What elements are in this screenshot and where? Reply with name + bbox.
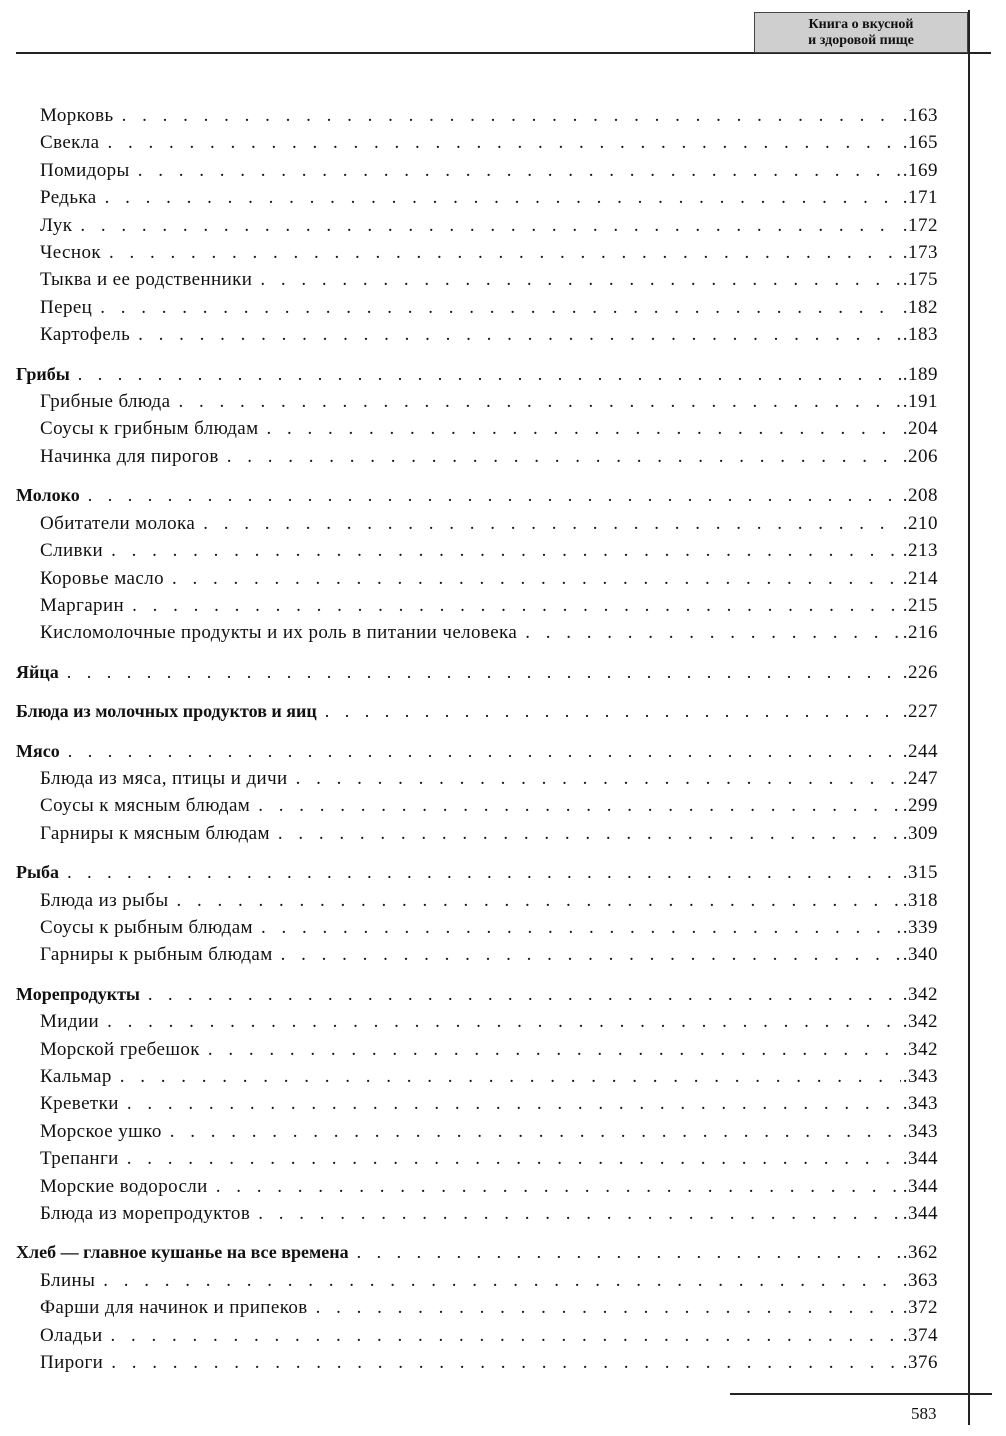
toc-section (16, 482, 938, 509)
toc-entry-title: Перец (40, 296, 93, 318)
toc-entry-title: Маргарин (40, 594, 125, 616)
toc-entry-title: Кальмар (40, 1066, 112, 1087)
toc-entry (16, 388, 938, 415)
dot-leader (67, 659, 901, 686)
toc-section (16, 1239, 938, 1266)
dot-leader (78, 361, 901, 388)
toc-entry-title: Грибные блюда (40, 391, 171, 413)
toc-section (16, 659, 938, 686)
toc-entry (16, 1090, 938, 1117)
toc-entry-page: .214 (902, 567, 938, 589)
dot-leader (111, 1349, 900, 1376)
toc-entry (16, 765, 938, 792)
toc-entry-title: Тыква и ее родственники (40, 269, 253, 291)
toc-entry-page: .172 (902, 214, 938, 236)
toc-entry-title: Фарши для начинок и припеков (40, 1297, 308, 1319)
dot-leader (170, 1118, 901, 1145)
toc-entry (16, 619, 938, 646)
dot-leader (278, 820, 901, 847)
toc-entry-page: .344 (902, 1175, 938, 1197)
toc-entry-page: .376 (902, 1352, 938, 1374)
toc-section (16, 981, 938, 1008)
dot-leader (88, 482, 901, 509)
dot-leader (138, 321, 901, 348)
toc-entry-title: Соусы к грибным блюдам (40, 418, 259, 440)
toc-entry-title: Кисломолочные продукты и их роль в питании человека (40, 622, 518, 644)
toc-entry (16, 820, 938, 847)
toc-entry-title: Соусы к рыбным блюдам (40, 916, 253, 938)
toc-entry-title: Гарниры к рыбным блюдам (40, 944, 273, 966)
table-of-contents (16, 102, 938, 1376)
dot-leader (325, 698, 901, 725)
dot-leader (267, 415, 901, 442)
toc-entry-page: .362 (902, 1242, 938, 1264)
toc-entry-page: .318 (902, 889, 938, 911)
toc-entry-page: .204 (902, 418, 938, 440)
dot-leader (68, 738, 901, 765)
toc-entry (16, 212, 938, 239)
toc-entry (16, 537, 938, 564)
toc-entry-title: Морковь (40, 105, 114, 126)
dot-leader (258, 1200, 901, 1227)
dot-leader (105, 184, 901, 211)
toc-entry (16, 294, 938, 321)
toc-entry-page: .226 (902, 661, 938, 683)
toc-entry (16, 443, 938, 470)
dot-leader (357, 1239, 901, 1266)
toc-entry (16, 1145, 938, 1172)
toc-entry-title: Хлеб — главное кушанье на все времена (16, 1242, 349, 1263)
toc-entry-page: .315 (902, 862, 938, 884)
toc-entry-page: .247 (902, 767, 938, 789)
toc-entry-page: .163 (902, 105, 938, 126)
toc-entry-title: Блюда из молочных продуктов и яиц (16, 701, 317, 722)
toc-entry-title: Соусы к мясным блюдам (40, 795, 251, 817)
dot-leader (261, 914, 901, 941)
toc-entry-page: .216 (902, 622, 938, 644)
toc-entry-page: .342 (902, 1011, 938, 1033)
toc-entry-title: Рыба (16, 862, 60, 883)
toc-entry (16, 1173, 938, 1200)
dot-leader (80, 212, 900, 239)
toc-entry-page: .299 (902, 795, 938, 817)
toc-entry (16, 1294, 938, 1321)
running-header-line-1: Книга о вкусной (808, 16, 914, 32)
toc-entry-page: .374 (902, 1324, 938, 1346)
toc-entry-page: .343 (902, 1066, 938, 1087)
toc-entry-title: Яйца (16, 661, 59, 682)
toc-entry-title: Гарниры к мясным блюдам (40, 822, 270, 844)
toc-entry-page: .208 (902, 485, 938, 507)
toc-entry (16, 1322, 938, 1349)
toc-entry (16, 1118, 938, 1145)
toc-entry-title: Редька (40, 187, 97, 209)
toc-entry-title: Молоко (16, 485, 80, 506)
dot-leader (227, 443, 901, 470)
dot-leader (103, 1267, 901, 1294)
toc-entry (16, 1267, 938, 1294)
toc-entry-page: .227 (902, 701, 938, 723)
dot-leader (107, 1008, 901, 1035)
toc-entry (16, 157, 938, 184)
toc-entry-page: .189 (902, 363, 938, 385)
toc-entry (16, 1063, 938, 1090)
toc-entry-title: Трепанги (40, 1148, 119, 1170)
toc-entry (16, 184, 938, 211)
toc-entry (16, 565, 938, 592)
toc-entry-title: Лук (40, 214, 73, 236)
toc-entry-page: .340 (902, 944, 938, 966)
dot-leader (203, 510, 901, 537)
toc-entry-title: Мидии (40, 1011, 100, 1033)
dot-leader (127, 1145, 901, 1172)
toc-entry (16, 592, 938, 619)
toc-entry-title: Блины (40, 1269, 96, 1291)
toc-entry (16, 102, 938, 129)
toc-entry-title: Сливки (40, 540, 104, 562)
toc-entry-title: Морской гребешок (40, 1038, 200, 1060)
toc-entry-page: .372 (902, 1297, 938, 1319)
dot-leader (109, 239, 901, 266)
dot-leader (208, 1036, 901, 1063)
toc-entry-page: .363 (902, 1269, 938, 1291)
margin-rule (968, 10, 970, 1425)
dot-leader (172, 565, 901, 592)
toc-entry (16, 321, 938, 348)
toc-section (16, 698, 938, 725)
toc-entry (16, 792, 938, 819)
toc-entry (16, 266, 938, 293)
toc-entry-page: .342 (902, 1038, 938, 1060)
toc-entry-page: .343 (902, 1093, 938, 1115)
toc-entry (16, 1349, 938, 1376)
toc-entry-page: .344 (902, 1203, 938, 1225)
toc-entry (16, 239, 938, 266)
dot-leader (122, 102, 901, 129)
toc-entry-page: .215 (902, 594, 938, 616)
running-header (754, 12, 968, 53)
dot-leader (177, 887, 901, 914)
dot-leader (111, 1322, 901, 1349)
toc-entry-page: .183 (902, 324, 938, 346)
dot-leader (281, 941, 901, 968)
toc-entry-title: Пироги (40, 1352, 104, 1374)
dot-leader (111, 537, 901, 564)
dot-leader (108, 129, 901, 156)
toc-entry-title: Картофель (40, 324, 131, 346)
running-header-line-2: и здоровой пище (808, 32, 914, 48)
toc-entry (16, 887, 938, 914)
toc-entry (16, 914, 938, 941)
toc-entry (16, 129, 938, 156)
toc-entry-title: Оладьи (40, 1324, 103, 1346)
toc-entry (16, 1200, 938, 1227)
toc-entry-title: Обитатели молока (40, 512, 196, 534)
toc-entry-page: .171 (902, 187, 938, 209)
toc-entry-title: Свекла (40, 132, 100, 154)
toc-entry-title: Чеснок (40, 242, 101, 264)
dot-leader (132, 592, 901, 619)
toc-entry-title: Мясо (16, 740, 60, 761)
toc-entry-page: .173 (902, 242, 938, 264)
toc-entry-title: Морепродукты (16, 983, 140, 1004)
toc-entry-page: .339 (902, 916, 938, 938)
toc-entry-title: Помидоры (40, 159, 130, 181)
dot-leader (316, 1294, 901, 1321)
toc-entry-title: Блюда из мяса, птицы и дичи (40, 767, 288, 789)
toc-entry-title: Морское ушко (40, 1120, 162, 1142)
toc-entry-title: Креветки (40, 1093, 119, 1115)
toc-entry-title: Коровье масло (40, 567, 164, 589)
dot-leader (258, 792, 901, 819)
toc-entry-title: Грибы (16, 363, 70, 384)
dot-leader (67, 859, 901, 886)
toc-entry-page: .210 (902, 512, 938, 534)
toc-entry-title: Блюда из рыбы (40, 889, 169, 911)
dot-leader (120, 1063, 901, 1090)
toc-entry-page: .165 (902, 132, 938, 154)
toc-entry (16, 1036, 938, 1063)
toc-section (16, 859, 938, 886)
toc-entry-page: .342 (902, 983, 938, 1005)
toc-entry-title: Блюда из морепродуктов (40, 1203, 251, 1225)
toc-entry-page: .169 (902, 159, 938, 181)
toc-entry-page: .206 (902, 445, 938, 467)
dot-leader (148, 981, 901, 1008)
toc-entry-title: Морские водоросли (40, 1175, 208, 1197)
page-number: 583 (911, 1404, 937, 1423)
dot-leader (525, 619, 901, 646)
dot-leader (216, 1173, 901, 1200)
toc-entry-title: Начинка для пирогов (40, 445, 219, 467)
toc-entry (16, 1008, 938, 1035)
toc-section (16, 738, 938, 765)
toc-entry-page: .343 (902, 1120, 938, 1142)
toc-entry (16, 510, 938, 537)
toc-entry-page: .175 (902, 269, 938, 291)
toc-entry-page: .191 (902, 391, 938, 413)
footer-rule (730, 1393, 992, 1395)
dot-leader (178, 388, 900, 415)
dot-leader (138, 157, 901, 184)
toc-entry-page: .213 (902, 540, 938, 562)
toc-entry-page: .244 (902, 740, 938, 762)
dot-leader (296, 765, 901, 792)
toc-entry-page: .182 (902, 296, 938, 318)
dot-leader (260, 266, 900, 293)
toc-entry-page: .309 (902, 822, 938, 844)
toc-entry (16, 415, 938, 442)
dot-leader (100, 294, 900, 321)
toc-entry-page: .344 (902, 1148, 938, 1170)
dot-leader (127, 1090, 901, 1117)
toc-section (16, 361, 938, 388)
toc-entry (16, 941, 938, 968)
